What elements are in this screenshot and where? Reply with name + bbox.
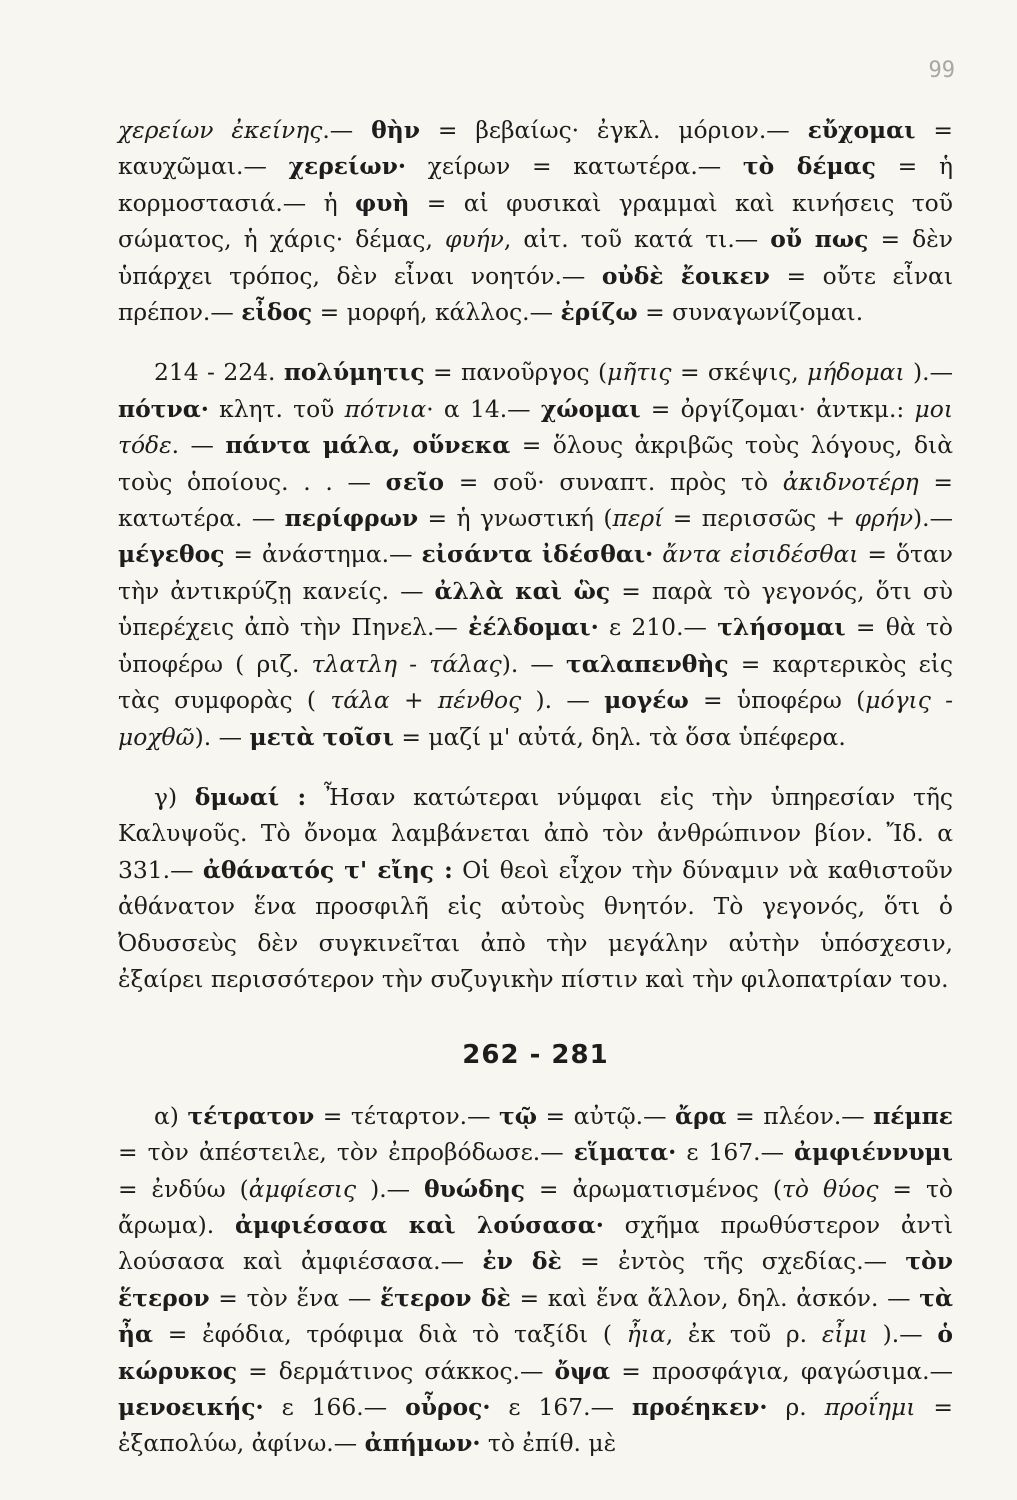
gloss-text: ρ.	[767, 1393, 825, 1421]
lemma-term: δμωαί :	[194, 782, 307, 811]
lemma-term: τλήσομαι	[717, 613, 846, 642]
lemma-term: τὸν ἕτερον	[118, 1247, 953, 1312]
lemma-term: ὁ κώρυκος	[118, 1320, 954, 1385]
gloss-text: 214 - 224.	[154, 358, 284, 387]
lemma-term: φυὴ	[354, 188, 410, 217]
italic-term: μήδομαι	[807, 358, 905, 387]
gloss-text: τὸ ἐπίθ. μὲ	[480, 1429, 617, 1458]
gloss-text: = ἡ γνωστική (	[418, 504, 613, 533]
gloss-text: ε 167.—	[490, 1393, 632, 1421]
italic-term: μοι τόδε	[118, 394, 953, 460]
lemma-term: τέτρατον	[187, 1101, 315, 1130]
lemma-term: μενοεικής·	[118, 1393, 264, 1421]
gloss-text: . —	[171, 431, 226, 460]
gloss-text: = πλέον.—	[726, 1101, 874, 1130]
lemma-term: μέγεθος	[118, 540, 225, 569]
lemma-term: ἐρίζω	[560, 298, 638, 327]
gloss-text: σχῆμα πρωθύστερον ἀντὶ λούσασα καὶ ἀμφιέσασα.—	[118, 1210, 953, 1276]
lemma-term: τὸ δέμας	[742, 152, 876, 181]
lemma-term: ἐν δὲ	[482, 1247, 562, 1276]
gloss-text: ). —	[194, 722, 250, 751]
gloss-text: = ἐνδύω (	[118, 1174, 249, 1203]
lemma-term: θὴν	[371, 116, 420, 144]
italic-term: ἀμφίεσις	[248, 1174, 357, 1203]
italic-term: ἄντα εἰσιδέσθαι	[662, 540, 859, 569]
gloss-text: Οἱ θεοὶ εἶχον τὴν δύναμιν νὰ καθιστοῦν ἀθάνατον ἕνα προσφιλῆ εἰς αὐτοὺς θνητόν. Τὸ γεγονός, ὅτι ὁ Ὀδυσσεὺς δὲν συγκινεῖται ἀπὸ τὴν μεγάλην αὐτὴν ὑπόσχεσιν, ἐξαίρει περισσότερον τὴν συζυγικὴν πίστιν καὶ τὴν φιλοπατρίαν του.	[118, 855, 953, 993]
gloss-text: = καυχῶμαι.—	[118, 116, 953, 181]
gloss-text: = τέταρτον.—	[314, 1101, 500, 1130]
gloss-text: = σοῦ· συναπτ. πρὸς τὸ	[444, 467, 783, 496]
gloss-text: ).—	[913, 504, 953, 533]
gloss-text: κλητ. τοῦ	[208, 394, 345, 423]
lemma-term: μετὰ τοῖσι	[249, 722, 394, 751]
gloss-text: = τὸν ἀπέστειλε, τὸν ἐπροβόδωσε.—	[118, 1138, 574, 1167]
lemma-term: περίφρων	[284, 504, 419, 533]
gloss-text: = ὅλους ἀκριβῶς τοὺς λόγους, διὰ τοὺς ὁποίους. . . —	[118, 431, 953, 496]
lemma-term: τὰ ἦα	[118, 1283, 953, 1349]
gloss-text: = σκέψις,	[671, 358, 808, 387]
lemma-term: ἀλλὰ καὶ ὣς	[434, 576, 611, 605]
italic-term: μόγις - μοχθῶ	[118, 686, 954, 751]
italic-term: μῆτις	[607, 358, 672, 387]
gloss-text: ).—	[904, 358, 953, 387]
italic-term: τὸ θύος	[781, 1174, 879, 1203]
lemma-term: ἄρα	[675, 1101, 727, 1130]
gloss-text: = αὐτῷ.—	[537, 1101, 676, 1130]
gloss-text: ).—	[356, 1174, 425, 1203]
italic-term: περί	[612, 504, 664, 533]
gloss-text: = τὸ ἄρωμα).	[118, 1174, 953, 1239]
gloss-text: = παρὰ τὸ γεγονός, ὅτι σὺ ὑπερέχεις ἀπὸ τὴν Πηνελ.—	[118, 576, 954, 642]
gloss-text: = καρτερικὸς εἰς τὰς συμφορὰς (	[118, 649, 953, 715]
lemma-term: χώομαι	[540, 394, 641, 423]
lemma-term: εὔχομαι	[807, 116, 916, 144]
gloss-text: ε 210.—	[598, 613, 718, 642]
lemma-term: ἀπήμων·	[364, 1429, 481, 1458]
gloss-text: = προσφάγια, φαγώσιμα.—	[610, 1356, 954, 1385]
gloss-text: = οὔτε εἶναι πρέπον.—	[118, 261, 954, 327]
lemma-term: σεῖο	[385, 467, 444, 496]
gloss-text: ). —	[521, 686, 605, 715]
lemma-term: χερείων·	[288, 152, 406, 181]
italic-term: εἶμι	[821, 1320, 868, 1349]
gloss-text: = αἱ φυσικαὶ γραμμαὶ καὶ κινήσεις τοῦ σώματος, ἡ χάρις· δέμας,	[118, 188, 953, 254]
lemma-term: πότνα·	[118, 394, 209, 423]
italic-term: χερείων ἐκείνης	[118, 116, 323, 144]
section-heading: 262 - 281	[462, 1040, 609, 1071]
lemma-term: ὄψα	[554, 1356, 611, 1385]
gloss-text: = ὅταν τὴν ἀντικρύζῃ κανείς. —	[118, 540, 954, 605]
gloss-text: , αἰτ. τοῦ κατά τι.—	[503, 225, 771, 254]
gloss-text: = βεβαίως· ἐγκλ. μόριον.—	[419, 116, 808, 144]
paragraph-2	[118, 354, 953, 754]
italic-term: πότνια	[344, 394, 427, 423]
gloss-text: γ)	[154, 782, 195, 811]
gloss-text: = πανοῦργος (	[424, 358, 608, 387]
lemma-term: τῷ	[499, 1101, 538, 1130]
gloss-text: = θὰ τὸ ὑποφέρω ( ριζ.	[118, 613, 953, 678]
italic-term: φυήν	[444, 225, 504, 254]
gloss-text: = ἀνάστημα.—	[224, 540, 422, 569]
lemma-term: πολύμητις	[283, 358, 425, 387]
lemma-term: πέμπε	[873, 1101, 953, 1130]
italic-term: ἦια	[626, 1320, 666, 1349]
gloss-text: = τὸν ἕνα —	[209, 1283, 380, 1312]
gloss-text: = συναγωνίζομαι.	[637, 298, 864, 327]
gloss-text: ). —	[501, 649, 566, 678]
gloss-text: χείρων = κατωτέρα.—	[405, 152, 743, 181]
gloss-text: .—	[322, 116, 372, 144]
page-body	[118, 112, 953, 1462]
lemma-term: εἶδος	[241, 298, 313, 327]
gloss-text: Ἦσαν κατώτεραι νύμφαι εἰς τὴν ὑπηρεσίαν τῆς Καλυψοῦς. Τὸ ὄνομα λαμβάνεται ἀπὸ τὸν ἀνθρώπινον βίον. Ἴδ. α 331.—	[118, 782, 954, 884]
lemma-term: προέηκεν·	[631, 1393, 768, 1421]
gloss-text: = ὀργίζομαι· ἀντκμ.:	[640, 394, 915, 423]
italic-term: ἀκιδνοτέρη	[782, 467, 919, 496]
lemma-term: ἀμφιέσασα καὶ λούσασα·	[234, 1210, 604, 1239]
italic-term: τάλα + πένθος	[330, 686, 522, 715]
lemma-term: εἵματα·	[573, 1138, 677, 1167]
gloss-text: = ὑποφέρω (	[688, 686, 866, 715]
gloss-text: = ἐξαπολύω, ἀφίνω.—	[118, 1393, 953, 1458]
lemma-term: εἰσάντα ἰδέσθαι·	[421, 540, 654, 569]
paragraph-3	[118, 779, 953, 997]
gloss-text: α)	[154, 1101, 188, 1130]
gloss-text: = μαζί μ' αὐτά, δηλ. τὰ ὅσα ὑπέφερα.	[393, 722, 846, 751]
gloss-text: = περισσῶς +	[663, 504, 855, 533]
gloss-text: = κατωτέρα. —	[118, 467, 953, 533]
gloss-text: = δερμάτινος σάκκος.—	[236, 1356, 555, 1385]
lemma-term: οὐδὲ ἔοικεν	[601, 261, 770, 290]
gloss-text: = ἀρωματισμένος (	[524, 1174, 782, 1203]
lemma-term: ἕτερον δὲ	[379, 1283, 511, 1312]
gloss-text: = ἐφόδια, τρόφιμα διὰ τὸ ταξίδι (	[153, 1320, 627, 1349]
gloss-text	[653, 540, 662, 568]
lemma-term: ἀθάνατός τ' εἴης :	[202, 855, 453, 884]
gloss-text: ε 166.—	[263, 1393, 406, 1421]
lemma-term: ἐέλδομαι·	[468, 613, 599, 642]
italic-term: φρήν	[854, 504, 914, 533]
lemma-term: οὔ πως	[770, 225, 869, 254]
italic-term: προΐημι	[824, 1393, 916, 1421]
lemma-term: οὖρος·	[405, 1393, 491, 1421]
gloss-text: = ἐντὸς τῆς σχεδίας.—	[561, 1247, 906, 1276]
gloss-text: ε 167.—	[676, 1138, 795, 1167]
gloss-text: , ἐκ τοῦ ρ.	[665, 1320, 822, 1349]
paragraph-1	[118, 112, 953, 330]
gloss-text: ).—	[867, 1320, 938, 1349]
italic-term: τλατλη - τάλας	[311, 649, 502, 678]
lemma-term: ταλαπενθὴς	[566, 649, 729, 678]
gloss-text: = δὲν ὑπάρχει τρόπος, δὲν εἶναι νοητόν.—	[118, 225, 953, 290]
gloss-text: = καὶ ἕνα ἄλλον, δηλ. ἀσκόν. —	[510, 1283, 920, 1312]
paragraph-4	[118, 1098, 953, 1462]
gloss-text: · α 14.—	[426, 394, 541, 423]
lemma-term: ἀμφιέννυμι	[794, 1138, 953, 1167]
page-number: 99	[928, 58, 955, 83]
gloss-text: = ἡ κορμοστασιά.— ἡ	[118, 152, 954, 217]
gloss-text: = μορφή, κάλλος.—	[312, 298, 561, 327]
lemma-term: μογέω	[604, 686, 689, 715]
lemma-term: θυώδης	[424, 1174, 525, 1203]
lemma-term: πάντα μάλα, οὕνεκα	[225, 431, 511, 460]
